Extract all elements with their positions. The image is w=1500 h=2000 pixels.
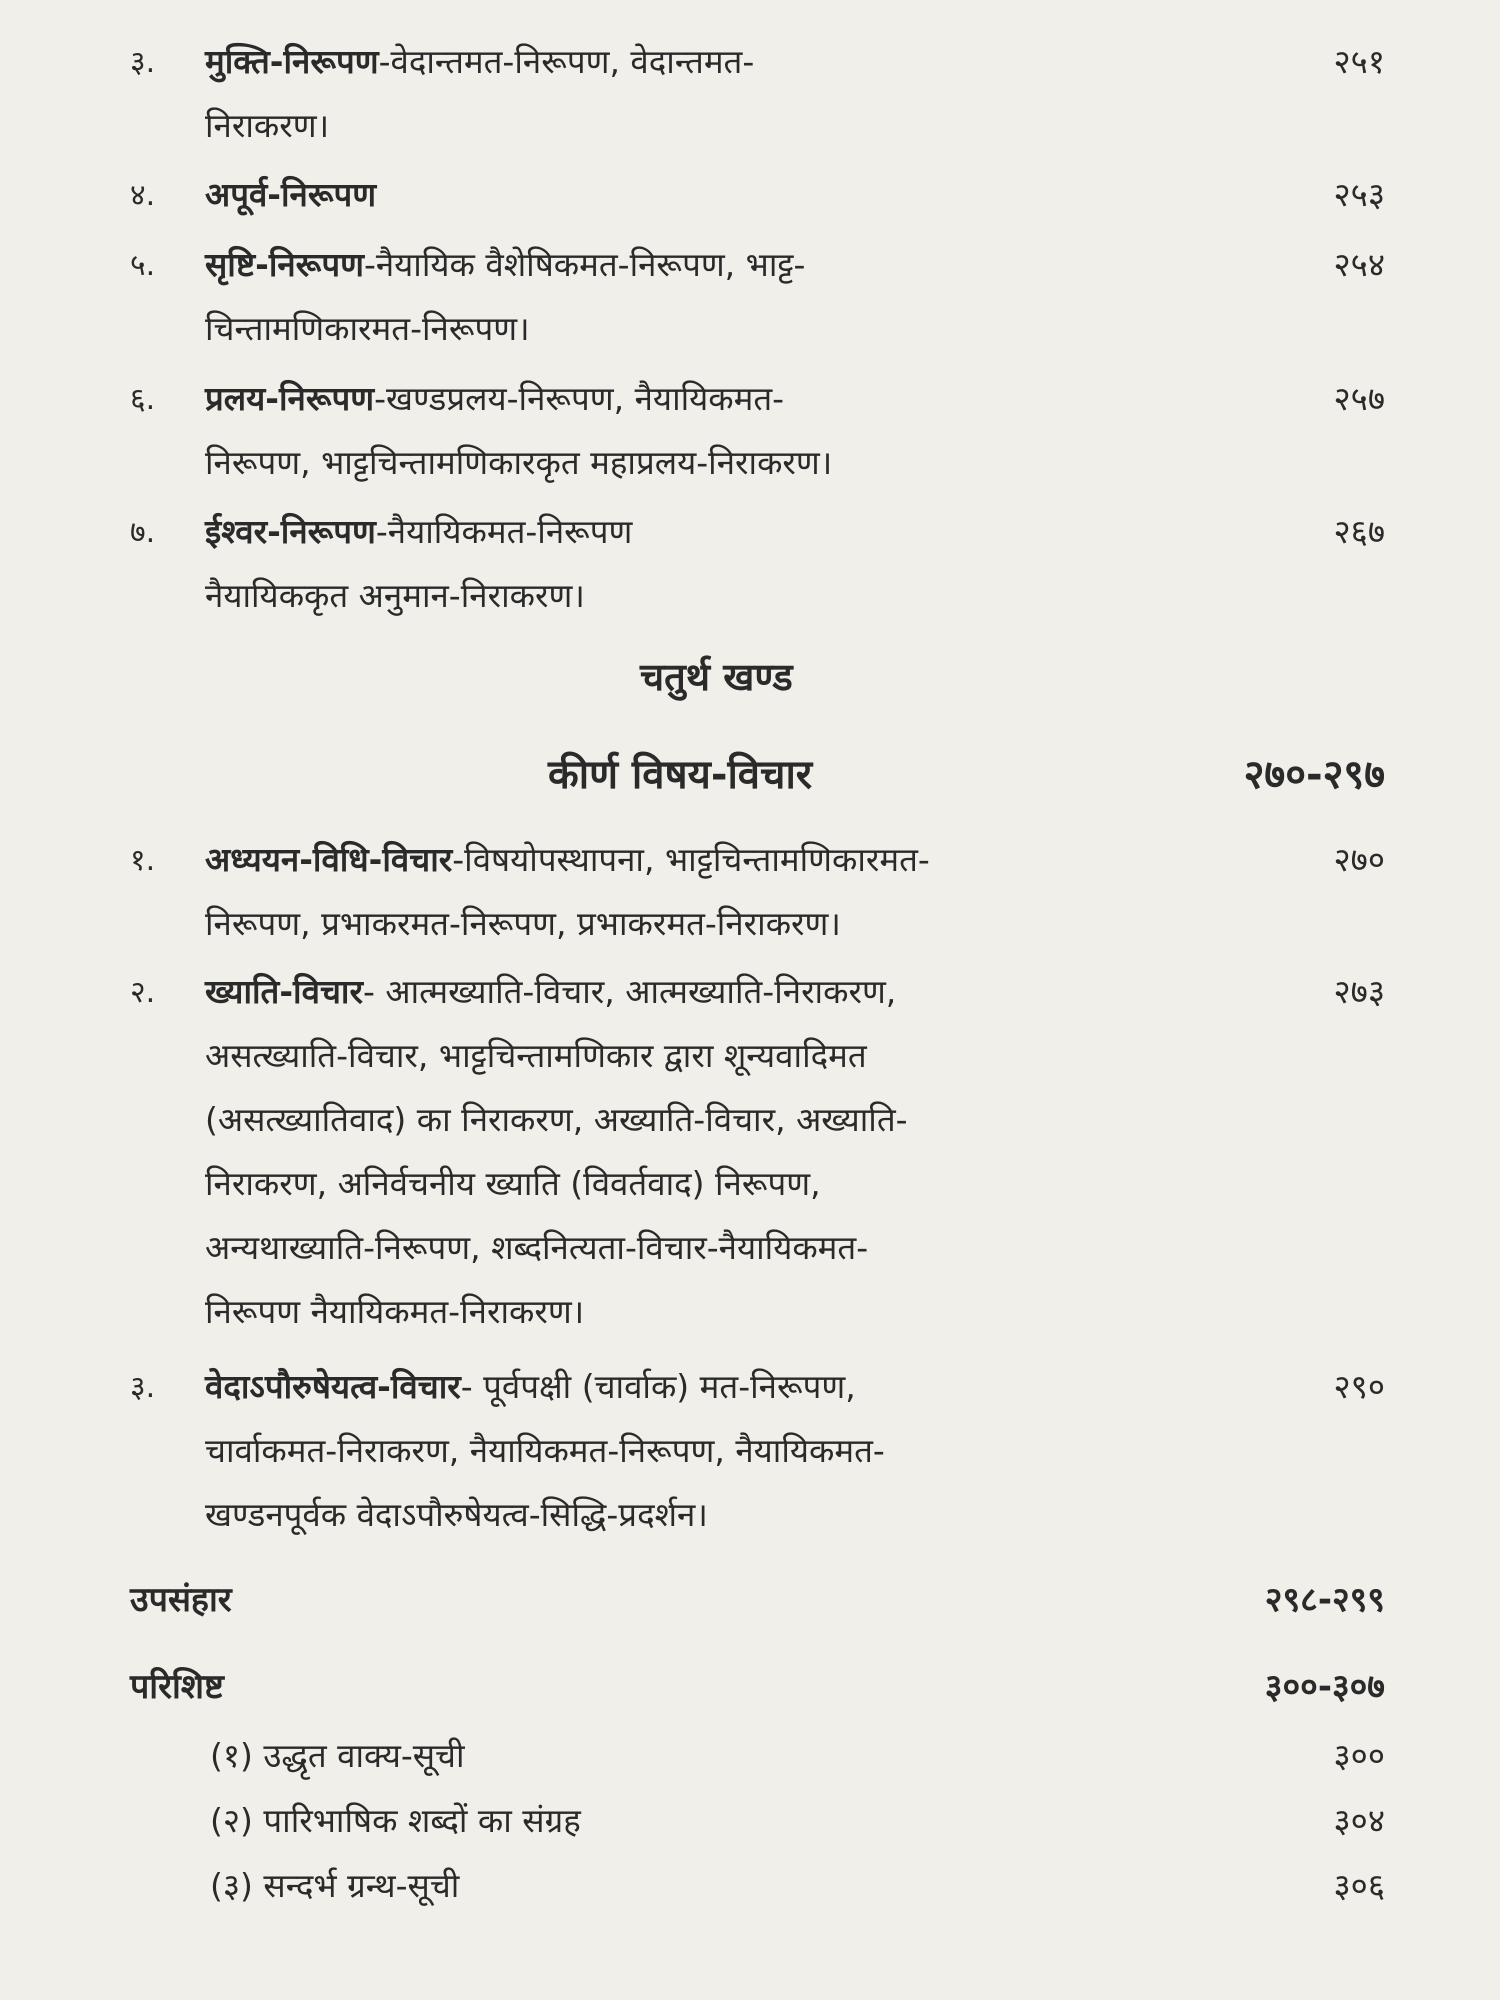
toc-entry-mukti — [130, 30, 1385, 158]
entry-title: मुक्ति-निरूपण — [205, 42, 379, 81]
entry-desc-cont: नैयायिककृत अनुमान-निराकरण। — [205, 576, 585, 615]
appendix-item: (२) पारिभाषिक शब्दों का संग्रह — [210, 1801, 581, 1840]
entry-number: २. — [130, 975, 156, 1010]
entry-page: २५४ — [1333, 245, 1385, 284]
toc-entry-apurva — [130, 163, 1385, 227]
toc-entry-adhyayan — [130, 828, 1385, 956]
entry-title: सृष्टि-निरूपण — [205, 245, 364, 284]
entry-desc: -खण्डप्रलय-निरूपण, नैयायिकमत- — [374, 379, 785, 418]
entry-page: २५७ — [1333, 379, 1385, 418]
entry-page: २५३ — [1333, 175, 1385, 214]
entry-desc-cont: अन्यथाख्याति-निरूपण, शब्दनित्यता-विचार-नैयायिकमत- — [205, 1228, 869, 1267]
entry-desc: -नैयायिकमत-निरूपण — [375, 512, 633, 551]
toc-entry-pralay — [130, 367, 1385, 495]
entry-number: १. — [130, 843, 156, 878]
toc-entry-srishti — [130, 233, 1385, 361]
entry-page: २७० — [1333, 840, 1385, 879]
entry-number: ३. — [130, 1370, 156, 1405]
entry-number: ७. — [130, 515, 156, 550]
entry-page: २५१ — [1333, 42, 1385, 81]
toc-entry-vedapaurusheyatva — [130, 1355, 1385, 1547]
entry-desc-cont: निरूपण, भाट्टचिन्तामणिकारकृत महाप्रलय-निराकरण। — [205, 443, 833, 482]
entry-page: २७३ — [1333, 972, 1385, 1011]
entry-desc-cont: (असत्ख्यातिवाद) का निराकरण, अख्याति-विचार, अख्याति- — [205, 1100, 908, 1139]
subject-pages: २७०-२९७ — [1243, 752, 1385, 798]
appendix-item: (१) उद्धृत वाक्य-सूची — [210, 1736, 465, 1775]
entry-number: ६. — [130, 382, 156, 417]
entry-desc-cont: निरूपण, प्रभाकरमत-निरूपण, प्रभाकरमत-निराकरण। — [205, 904, 841, 943]
entry-title: ईश्वर-निरूपण — [205, 512, 376, 551]
entry-desc-cont: निराकरण, अनिर्वचनीय ख्याति (विवर्तवाद) निरूपण, — [205, 1164, 821, 1203]
entry-title: प्रलय-निरूपण — [205, 379, 375, 418]
entry-desc-cont: निरूपण नैयायिकमत-निराकरण। — [205, 1292, 585, 1331]
entry-number: ४. — [130, 178, 156, 213]
entry-title: ख्याति-विचार — [205, 972, 363, 1011]
appendix-item: (३) सन्दर्भ ग्रन्थ-सूची — [210, 1866, 460, 1905]
upasanhar-pages: २९८-२९९ — [1264, 1580, 1385, 1620]
entry-title: अपूर्व-निरूपण — [205, 175, 377, 214]
appendix-page: ३०४ — [1333, 1801, 1385, 1840]
entry-desc-cont: असत्ख्याति-विचार, भाट्टचिन्तामणिकार द्वारा शून्यवादिमत — [205, 1036, 867, 1075]
appendix-page: ३०० — [1333, 1736, 1385, 1775]
upasanhar-title: उपसंहार — [130, 1580, 232, 1620]
parishisht-pages: ३००-३०७ — [1264, 1667, 1385, 1707]
entry-desc: - आत्मख्याति-विचार, आत्मख्याति-निराकरण, — [362, 972, 897, 1011]
entry-title: अध्ययन-विधि-विचार — [205, 840, 453, 879]
toc-entry-khyati — [130, 960, 1385, 1344]
entry-desc-cont: चिन्तामणिकारमत-निरूपण। — [205, 309, 530, 348]
entry-desc: -विषयोपस्थापना, भाट्टचिन्तामणिकारमत- — [452, 840, 930, 879]
entry-page: २६७ — [1333, 512, 1385, 551]
entry-page: २९० — [1333, 1367, 1385, 1406]
entry-desc-cont: निराकरण। — [205, 106, 330, 145]
entry-title: वेदाऽपौरुषेयत्व-विचार — [205, 1367, 461, 1406]
entry-desc: -नैयायिक वैशेषिकमत-निरूपण, भाट्ट- — [363, 245, 806, 284]
entry-desc: - पूर्वपक्षी (चार्वाक) मत-निरूपण, — [460, 1367, 856, 1406]
entry-desc-cont: खण्डनपूर्वक वेदाऽपौरुषेयत्व-सिद्धि-प्रदर्शन। — [205, 1495, 708, 1534]
toc-entry-ishvar — [130, 500, 1385, 628]
parishisht-title: परिशिष्ट — [130, 1667, 224, 1707]
khand-heading: चतुर्थ खण्ड — [640, 655, 793, 699]
appendix-page: ३०६ — [1333, 1866, 1385, 1905]
entry-desc: -वेदान्तमत-निरूपण, वेदान्तमत- — [378, 42, 755, 81]
entry-number: ५. — [130, 248, 156, 283]
entry-number: ३. — [130, 45, 156, 80]
subject-heading: कीर्ण विषय-विचार — [548, 752, 813, 798]
entry-desc-cont: चार्वाकमत-निराकरण, नैयायिकमत-निरूपण, नैयायिकमत- — [205, 1431, 885, 1470]
